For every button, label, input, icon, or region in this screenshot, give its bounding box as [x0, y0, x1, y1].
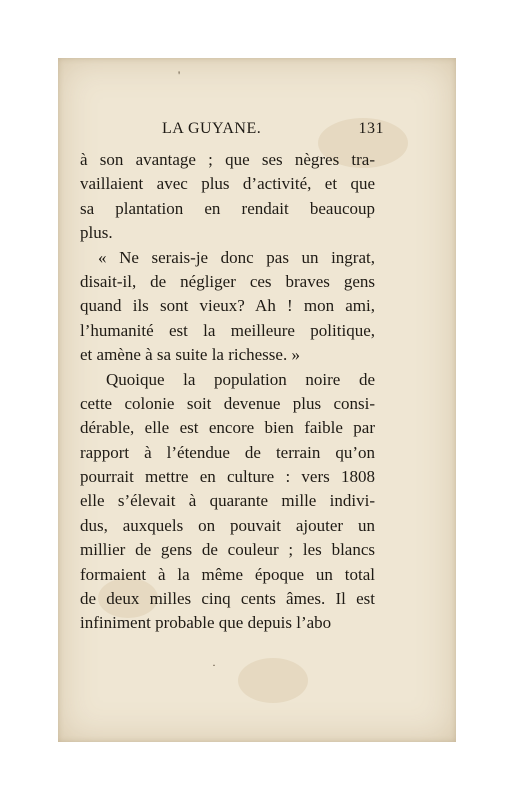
paper-stain: [238, 658, 308, 703]
body-text: [80, 148, 375, 636]
text-line: et amène à sa suite la richesse. »: [80, 345, 300, 365]
text-line: disait-il, de négliger ces braves gens: [80, 271, 375, 291]
text-line: vaillaient avec plus d’activité, et que: [80, 174, 375, 194]
text-line: millier de gens de couleur ; les blancs: [80, 540, 375, 560]
page-header: [162, 120, 392, 142]
text-line: dus, auxquels on pouvait ajouter un: [80, 515, 375, 535]
text-line: infiniment probable que depuis l’abo: [80, 613, 332, 633]
paper-speck: ': [178, 68, 181, 82]
text-line: Quoique la population noire de: [106, 369, 375, 389]
text-line: formaient à la même époque un total: [80, 564, 375, 584]
page-number: 131: [358, 120, 384, 137]
text-line: plus.: [80, 223, 113, 243]
text-line: cette colonie soit devenue plus consi-: [80, 393, 375, 413]
paper-speck: ·: [212, 658, 216, 672]
text-line: de deux milles cinq cents âmes. Il est: [80, 589, 375, 609]
text-line: pourrait mettre en culture : vers 1808: [80, 467, 375, 487]
running-title: LA GUYANE.: [162, 120, 262, 137]
text-line: sa plantation en rendait beaucoup: [80, 198, 375, 218]
text-line: elle s’élevait à quarante mille indivi-: [80, 491, 375, 511]
text-line: à son avantage ; que ses nègres tra-: [80, 150, 375, 169]
text-line: « Ne serais-je donc pas un ingrat,: [98, 247, 375, 267]
text-line: rapport à l’étendue de terrain qu’on: [80, 442, 375, 462]
text-line: dérable, elle est encore bien faible par: [80, 418, 375, 438]
text-line: quand ils sont vieux? Ah ! mon ami,: [80, 296, 375, 316]
text-line: l’humanité est la meilleure politique,: [80, 320, 375, 340]
